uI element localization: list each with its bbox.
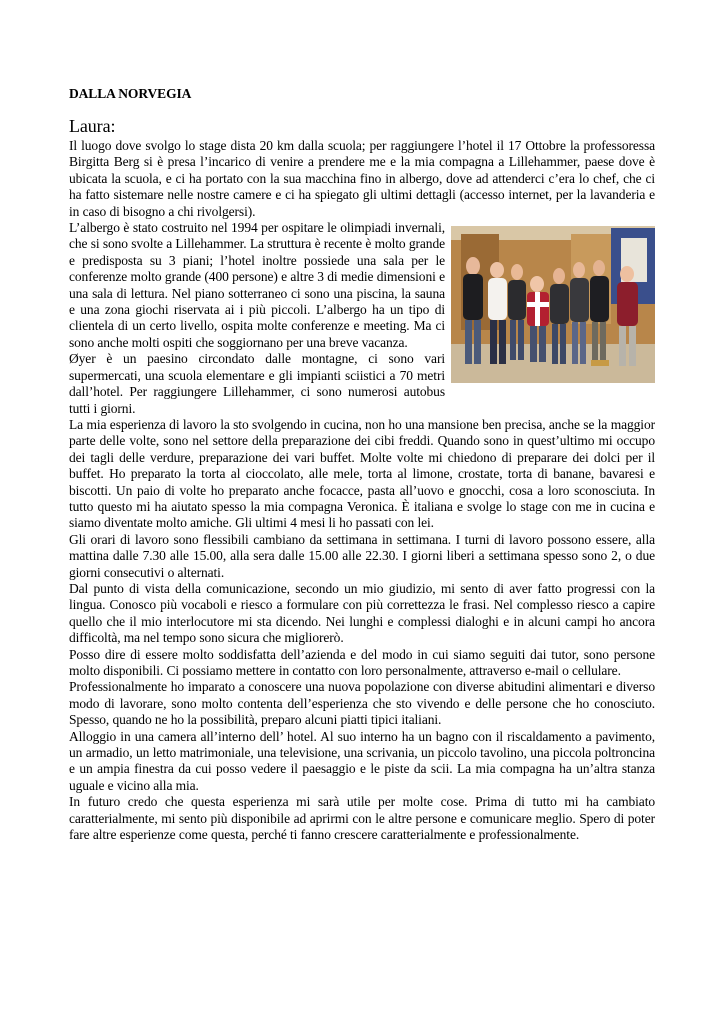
paragraph-future: In futuro credo che questa esperienza mi sarà utile per molte cose. Prima di tutto mi ha cambiato caratterialmente, mi sento più disponibile ad aprirmi con le altre persone e comunicare meglio. Spero di poter fare altre esperienze come questa, perché ti fanno crescere caratterialmente e professionalmente. [69, 794, 655, 843]
paragraph-tutors: Posso dire di essere molto soddisfatta dell’azienda e del modo in cui siamo seguiti dai tutor, sono persone molto disponibili. Ci possiamo mettere in contatto con loro personalmente, attraverso e-mail o cellulare. [69, 646, 655, 678]
document-page [69, 86, 655, 843]
paragraph-hotel: L’albergo è stato costruito nel 1994 per ospitare le olimpiadi invernali, che si sono svolte a Lillehammer. La struttura è recente è molto grande e predisposta su 3 piani; l’hotel inoltre possiede una sala per le conferenze molto grande (400 persone) e altre 3 di medie dimensioni e una sala di lettura. Nel piano sotterraneo ci sono una piscina, la sauna e una zona giochi riservata ai i più piccoli. L’albergo ha un tipo di clientela di un certo livello, ospita molte conferenze e meeting. Ma ci sono anche molti ospiti che soggiornano per una breve vacanza. [69, 220, 445, 350]
document-heading: DALLA NORVEGIA [69, 86, 192, 101]
paragraph-communication: Dal punto di vista della comunicazione, secondo un mio giudizio, mi sento di aver fatto progressi con la lingua. Conosco più vocaboli e riesco a formulare con più correttezza le frasi. Nel complesso riesco a capire quello che il mio interlocutore mi sta dicendo. Nei lunghi e complessi dialoghi e in alcuni campi ho ancora difficoltà, ma nel tempo sono sicura che migliorerò. [69, 580, 655, 646]
paragraph-kitchen: La mia esperienza di lavoro la sto svolgendo in cucina, non ho una mansione ben precisa, anche se la maggior parte delle volte, sono nel settore della preparazione dei cibi freddi. Quando sono in quest’ultimo mi occupo dei tagli delle verdure, preparazione dei vari buffet. Molte volte mi chiedono di preparare dei dolci per il buffet. Ho preparato la torta al cioccolato, alle mele, torta al limone, crostate, torta di banane, bavaresi e biscotti. Un paio di volte ho preparato anche focacce, pasta all’uovo e gnocchi, cosa a loro sconosciuta. In tutto questo mi ha aiutato spesso la mia compagna Veronica. È italiana e svolge lo stage con me in cucina e siamo diventate molto amiche. Gli ultimi 4 mesi li ho passati con lei. [69, 416, 655, 531]
paragraph-oyer: Øyer è un paesino circondato dalle montagne, ci sono vari supermercati, una scuola elementare e gli impianti sciistici a 70 metri dall’hotel. Per raggiungere Lillehammer, ci sono numerosi autobus tutti i giorni. [69, 351, 445, 416]
paragraph-arrival: Il luogo dove svolgo lo stage dista 20 km dalla scuola; per raggiungere l’hotel il 17 Ottobre la professoressa Birgitta Berg si è presa l’incarico di venire a prendere me e la mia compagna a Lillehammer, paese dove è ubicata la scuola, e ci ha portato con la sua macchina fino in albergo, dove ad attenderci c’era lo chef, che ci ha fatto sistemare nelle nostre camere e ci ha spiegato gli ultimi dettagli (accesso internet, per la lavanderia e in caso di bisogno a chi rivolgersi). [69, 138, 655, 219]
paragraph-room: Alloggio in una camera all’interno dell’ hotel. Al suo interno ha un bagno con il riscaldamento a pavimento, un armadio, un letto matrimoniale, una televisione, una scrivania, un piccolo tavolino, una piccola poltroncina e un ampia finestra da cui posso vedere il paesaggio e le piste da scii. La mia compagna ha un’altra stanza uguale e vicino alla mia. [69, 728, 655, 793]
paragraph-professional: Professionalmente ho imparato a conoscere una nuova popolazione con diverse abitudini alimentari e diverso modo di lavorare, sono molto contenta dell’esperienza che sto vivendo e delle persone che ho conosciuto. Spesso, quando ne ho la possibilità, preparo alcuni piatti tipici italiani. [69, 679, 655, 728]
author-name: Laura: [69, 116, 116, 136]
paragraph-schedule: Gli orari di lavoro sono flessibili cambiano da settimana in settimana. I turni di lavoro possono essere, alla mattina dalle 7.30 alle 15.00, alla sera dalle 15.00 alle 22.30. I giorni liberi a settimana spesso sono 2, o due giorni consecutivi o alternati. [69, 531, 655, 580]
group-photo-icon [451, 226, 655, 383]
